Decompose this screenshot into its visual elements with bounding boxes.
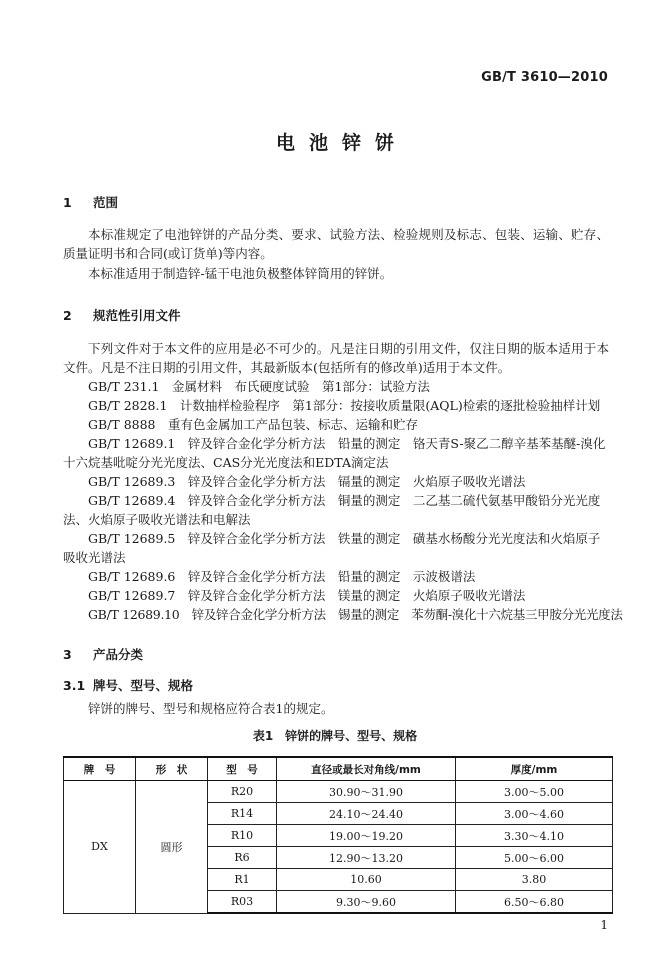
header-model: 型 号 (208, 757, 277, 781)
header-shape: 形 状 (136, 757, 208, 781)
model-cell: R20 (208, 781, 277, 803)
model-cell: R1 (208, 869, 277, 891)
reference-item: GB/T 12689.4 锌及锌合金化学分析方法 铜量的测定 二乙基二硫代氨基甲酸铅分光光度法、火焰原子吸收光谱法和电解法 (63, 493, 601, 527)
section-number: 3 (63, 647, 72, 662)
section-1-heading (63, 193, 118, 211)
reference-item: GB/T 12689.7 锌及锌合金化学分析方法 镁量的测定 火焰原子吸收光谱法 (88, 588, 526, 603)
section-number: 1 (63, 195, 72, 210)
reference-item: GB/T 12689.5 锌及锌合金化学分析方法 铁量的测定 磺基水杨酸分光光度法和火焰原子吸收光谱法 (63, 531, 601, 565)
diameter-cell: 30.90～31.90 (277, 781, 456, 803)
reference-item: GB/T 12689.6 锌及锌合金化学分析方法 铅量的测定 示波极谱法 (88, 569, 476, 584)
table-row (64, 781, 613, 803)
table-caption: 表1 锌饼的牌号、型号、规格 (252, 729, 418, 743)
reference-item: GB/T 8888 重有色金属加工产品包装、标志、运输和贮存 (88, 417, 419, 432)
document-title: 电池锌饼 (275, 132, 408, 154)
subsection-3-1-text: 锌饼的牌号、型号和规格应符合表1的规定。 (88, 701, 334, 716)
header-thickness: 厚度/mm (456, 757, 613, 781)
shape-cell: 圆形 (136, 781, 208, 914)
standard-number: GB/T 3610—2010 (481, 70, 608, 85)
section-3-heading (63, 645, 143, 663)
reference-item: GB/T 2828.1 计数抽样检验程序 第1部分：按接收质量限(AQL)检索的逐批检验抽样计划 (88, 398, 601, 413)
thickness-cell: 6.50～6.80 (456, 891, 613, 914)
reference-item: GB/T 12689.3 锌及锌合金化学分析方法 镉量的测定 火焰原子吸收光谱法 (88, 474, 526, 489)
section-title: 产品分类 (93, 647, 144, 662)
model-cell: R14 (208, 803, 277, 825)
grade-cell: DX (64, 781, 136, 914)
subsection-title: 牌号、型号、规格 (93, 678, 194, 693)
diameter-cell: 12.90～13.20 (277, 847, 456, 869)
model-cell: R10 (208, 825, 277, 847)
thickness-cell: 3.30～4.10 (456, 825, 613, 847)
section-2-heading (63, 306, 181, 324)
header-grade: 牌 号 (64, 757, 136, 781)
model-cell: R03 (208, 891, 277, 914)
references-intro: 下列文件对于本文件的应用是必不可少的。凡是注日期的引用文件，仅注日期的版本适用于本文件。凡是不注日期的引用文件，其最新版本(包括所有的修改单)适用于本文件。 (63, 341, 609, 375)
diameter-cell: 10.60 (277, 869, 456, 891)
table-header-row (64, 757, 613, 781)
section-number: 2 (63, 308, 72, 323)
reference-item: GB/T 12689.1 锌及锌合金化学分析方法 铅量的测定 铬天青S-聚乙二醇辛基苯基醚-溴化十六烷基吡啶分光光度法、CAS分光光度法和EDTA滴定法 (63, 436, 606, 470)
diameter-cell: 19.00～19.20 (277, 825, 456, 847)
thickness-cell: 3.00～4.60 (456, 803, 613, 825)
subsection-number: 3.1 (63, 678, 86, 693)
section-title: 范围 (93, 195, 119, 210)
diameter-cell: 24.10～24.40 (277, 803, 456, 825)
reference-item: GB/T 231.1 金属材料 布氏硬度试验 第1部分：试验方法 (88, 379, 430, 394)
spec-table (63, 756, 613, 914)
section-title: 规范性引用文件 (93, 308, 181, 323)
subsection-3-1-heading (63, 676, 193, 694)
header-diameter: 直径或最长对角线/mm (277, 757, 456, 781)
thickness-cell: 3.80 (456, 869, 613, 891)
page-number: 1 (600, 918, 608, 932)
scope-paragraph-2: 本标准适用于制造锌-锰干电池负极整体锌筒用的锌饼。 (88, 266, 393, 281)
thickness-cell: 5.00～6.00 (456, 847, 613, 869)
model-cell: R6 (208, 847, 277, 869)
reference-item: GB/T 12689.10 锌及锌合金化学分析方法 锡量的测定 苯芴酮-溴化十六烷基三甲胺分光光度法 (88, 607, 623, 622)
scope-paragraph-1: 本标准规定了电池锌饼的产品分类、要求、试验方法、检验规则及标志、包装、运输、贮存、质量证明书和合同(或订货单)等内容。 (63, 227, 609, 261)
thickness-cell: 3.00～5.00 (456, 781, 613, 803)
diameter-cell: 9.30～9.60 (277, 891, 456, 914)
